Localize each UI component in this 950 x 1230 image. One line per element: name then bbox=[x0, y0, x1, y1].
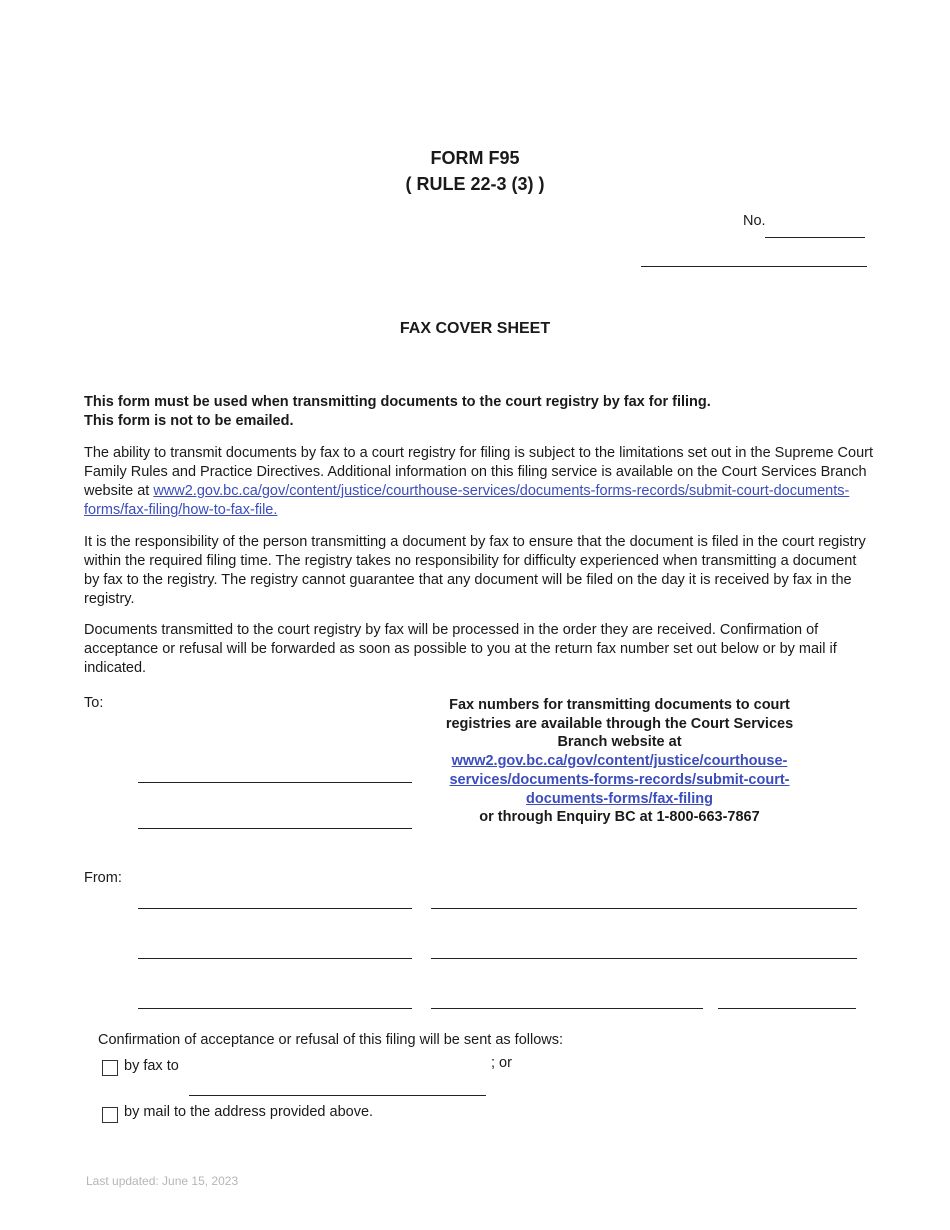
form-rule: ( RULE 22-3 (3) ) bbox=[405, 174, 545, 194]
paragraph-limitations bbox=[84, 444, 874, 520]
by-fax-label: by fax to bbox=[124, 1058, 179, 1074]
fax-numbers-info bbox=[432, 696, 807, 827]
last-updated: Last updated: June 15, 2023 bbox=[86, 1174, 239, 1188]
from-field-1a[interactable] bbox=[138, 908, 412, 909]
paragraph-limitations-text: The ability to transmit documents by fax to a court registry for filing is subject to the limitations set out in the Supreme Court Family Rules and Practice Directives. Additional information on this filing service is available on the Court Services Branch website at bbox=[84, 445, 873, 499]
fax-filing-link[interactable]: www2.gov.bc.ca/gov/content/justice/courthouse-services/documents-forms-records/submit-court-documents-forms/fax-filing bbox=[449, 753, 790, 807]
by-mail-label: by mail to the address provided above. bbox=[124, 1104, 374, 1120]
from-label: From: bbox=[84, 870, 122, 886]
by-fax-checkbox[interactable] bbox=[102, 1060, 118, 1076]
by-mail-checkbox[interactable] bbox=[102, 1107, 118, 1123]
file-number-field[interactable] bbox=[765, 237, 865, 238]
from-field-3a[interactable] bbox=[138, 1008, 412, 1009]
paragraph-processing: Documents transmitted to the court registry by fax will be processed in the order they are received. Confirmation of acceptance or refusal will be forwarded as soon as possible to you at the return fax number set out below or by mail if indicated. bbox=[84, 622, 837, 676]
to-field-line-2[interactable] bbox=[138, 828, 412, 829]
confirmation-intro: Confirmation of acceptance or refusal of this filing will be sent as follows: bbox=[98, 1032, 564, 1048]
registry-field[interactable] bbox=[641, 266, 867, 267]
notice bbox=[84, 393, 874, 431]
notice-line-2: This form is not to be emailed. bbox=[84, 413, 294, 429]
from-field-3c[interactable] bbox=[718, 1008, 856, 1009]
enquiry-bc-text: or through Enquiry BC at 1-800-663-7867 bbox=[479, 809, 760, 826]
file-number-label: No. bbox=[743, 213, 766, 229]
how-to-fax-file-link[interactable]: www2.gov.bc.ca/gov/content/justice/courthouse-services/documents-forms-records/submit-court-documents-forms/fax-filing/how-to-fax-file. bbox=[84, 483, 850, 518]
from-field-2a[interactable] bbox=[138, 958, 412, 959]
from-field-3b[interactable] bbox=[431, 1008, 703, 1009]
form-title-block bbox=[0, 145, 950, 197]
from-field-2b[interactable] bbox=[431, 958, 857, 959]
return-fax-number-field[interactable] bbox=[189, 1095, 486, 1096]
fax-numbers-text: Fax numbers for transmitting documents to court registries are available through the Court Services Branch website at bbox=[445, 697, 794, 751]
notice-line-1: This form must be used when transmitting documents to the court registry by fax for filing. bbox=[84, 394, 711, 410]
paragraph-responsibility: It is the responsibility of the person transmitting a document by fax to ensure that the document is filed in the court registry within the required filing time. The registry takes no responsibility for difficulty experienced when transmitting a document by fax to the registry. The registry cannot guarantee that any document will be filed on the day it is received by fax in the registry. bbox=[84, 534, 866, 607]
to-field-line-1[interactable] bbox=[138, 782, 412, 783]
to-label: To: bbox=[84, 695, 104, 711]
from-field-1b[interactable] bbox=[431, 908, 857, 909]
form-title: FORM F95 bbox=[430, 148, 520, 168]
or-text: ; or bbox=[491, 1055, 512, 1071]
page-title: FAX COVER SHEET bbox=[399, 320, 551, 337]
